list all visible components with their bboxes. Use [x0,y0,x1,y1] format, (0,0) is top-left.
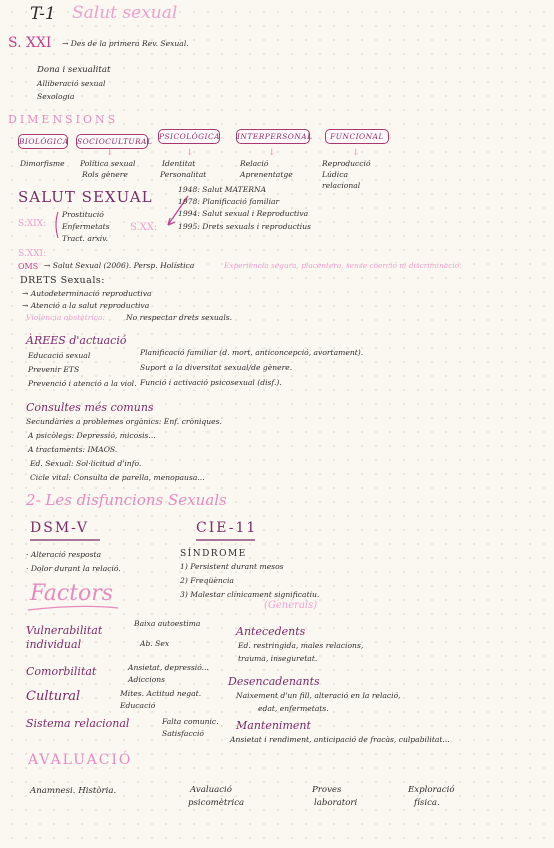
dimension-note: Relació [240,159,269,168]
dimension-box-sociocultural: SOCIOCULTURAL [76,134,148,149]
dimension-note: Identitat [162,159,196,168]
chapter-number: T-1 [30,4,56,24]
factor-note: Naixement d'un fill, alteració en la relació, [236,691,401,700]
century-label: S.XIX: [18,219,47,229]
timeline-item: 1948: Salut MATERNA [178,185,267,194]
cie-item: 1) Persistent durant mesos [180,562,284,571]
area-left-item: Educació sexual [28,351,91,360]
dimension-box-interpersonal: INTERPERSONAL [236,129,310,144]
factor-label: Vulnerabilitat individual [26,624,103,651]
factors-title: Factors [30,581,114,606]
factor-note: Baixa autoestima [134,619,201,628]
dimension-note: Personalitat [160,170,207,179]
section-title: SALUT SEXUAL [18,188,153,206]
rights-title: DRETS Sexuals: [20,275,105,286]
dimension-note: Política sexual [80,159,136,168]
factor-label: Sistema relacional [26,717,130,730]
factor-label: Cultural [26,689,81,704]
factor-note: trauma, inseguretat. [238,654,318,663]
oms-label: OMS [18,262,39,271]
factor-note: Ansietat, depressió... [128,663,209,672]
cie-subtitle: SÍNDROME [180,549,247,559]
dimension-box-biologica: BIOLÒGICA [18,134,68,149]
timeline-item: 1994: Salut sexual i Reproductiva [178,209,309,218]
list-item: Sexologia [37,92,75,101]
factor-label: Desencadenants [228,675,320,688]
evaluation-item: laboratori [314,798,358,808]
dimension-note: relacional [322,181,361,190]
consult-item: A psicòlegs: Depressió, micosis... [28,431,156,440]
dimension-box-funcional: FUNCIONAL [325,129,389,144]
dimension-note: Aprenentatge [240,170,293,179]
page-title: Salut sexual [72,3,178,23]
arrow-down-icon: ↓ [106,148,114,158]
evaluation-item: Exploració [408,785,455,795]
evaluation-item: psicomètrica [188,798,245,808]
cie-item: 2) Freqüència [180,576,234,585]
cie-title: CIE-11 [196,520,258,536]
factor-note: edat, enfermetats. [258,704,329,713]
factor-note: Ansietat i rendiment, anticipació de fracàs, culpabilitat... [230,735,450,744]
area-right-item: Suport a la diversitat sexual/de gènere. [140,363,293,372]
section-title: Consultes més comuns [26,401,154,414]
evaluation-item: Avaluació [190,785,232,795]
list-item: Alliberació sexual [37,79,106,88]
area-right-item: Funció i activació psicosexual (disf.). [140,378,282,387]
factors-generals: (Generals) [264,600,318,611]
factor-label: Comorbilitat [26,665,97,678]
factor-note: Adiccions [128,675,166,684]
dsm-item: · Alteració resposta [26,550,102,559]
factor-label: Manteniment [236,719,311,732]
dimension-note: Dimorfisme [20,159,65,168]
arrow-down-icon: ↓ [186,148,194,158]
list-item: Enfermetats [62,222,110,231]
century-label: S. XXI [8,35,52,51]
factor-note: Mites. Actitud negat. [120,689,202,698]
arrow-down-icon: ↓ [352,148,360,158]
factor-note: Educació [120,701,156,710]
century-label: S.XXI: [18,249,47,259]
consult-item: Secundàries a problemes orgànics: Enf. cròniques. [26,417,222,426]
evaluation-item: Proves [312,785,342,795]
dimension-box-psicologica: PSICOLÒGICA [158,129,220,144]
area-left-item: Prevenir ETS [28,365,80,374]
dsm-title: DSM-V [30,520,89,536]
cie-item: 3) Malestar clínicament significatiu. [180,590,320,599]
century-text: → Des de la primera Rev. Sexual. [62,39,189,48]
area-right-item: Planificació familiar (d. mort, anticoncepció, avortament). [140,348,364,357]
factor-label: Antecedents [236,625,306,638]
century-label: S.XX: [130,222,158,233]
oms-note: Experiència segura, placentera, sense coerció ni discriminació. [224,261,462,270]
dimension-note: Rols gènere [82,170,128,179]
rights-item: → Autodeterminació reproductiva [22,289,152,298]
consult-item: A tractaments: IMAOS. [28,445,118,454]
evaluation-title: AVALUACIÓ [28,752,133,768]
list-item: Prostitució [62,210,104,219]
arrow-down-icon: ↓ [268,148,276,158]
list-item: Dona i sexualitat [37,65,111,75]
dimension-note: Lúdica [322,170,349,179]
factor-note: Ab. Sex [140,639,170,648]
dimensions-title: DIMENSIONS [8,113,119,126]
violence-text: No respectar drets sexuals. [126,313,233,322]
factor-note: Satisfacció [162,729,204,738]
dsm-item: · Dolor durant la relació. [26,564,121,573]
section-title: ÀREES d'actuació [26,334,127,347]
list-item: Tract. arxiv. [62,234,109,243]
evaluation-item: Anamnesi. Història. [30,786,117,796]
consult-item: Ed. Sexual: Sol·licitud d'info. [30,459,142,468]
timeline-item: 1978: Planificació familiar [178,197,280,206]
factor-note: Ed. restringida, males relacions, [238,641,364,650]
rights-item: → Atenció a la salut reproductiva [22,301,150,310]
evaluation-item: física. [414,798,440,808]
chapter-title: 2- Les disfuncions Sexuals [26,491,227,509]
area-left-item: Prevenció i atenció a la viol. [28,379,137,388]
dimension-note: Reproducció [322,159,371,168]
consult-item: Cicle vital: Consulta de parella, menopausa... [30,473,205,482]
oms-text: → Salut Sexual (2006). Persp. Holística [44,261,195,270]
factor-note: Falta comunic. [162,717,219,726]
timeline-item: 1995: Drets sexuals i reproductius [178,222,312,231]
violence-label: Violència obstètrica: [26,313,106,322]
